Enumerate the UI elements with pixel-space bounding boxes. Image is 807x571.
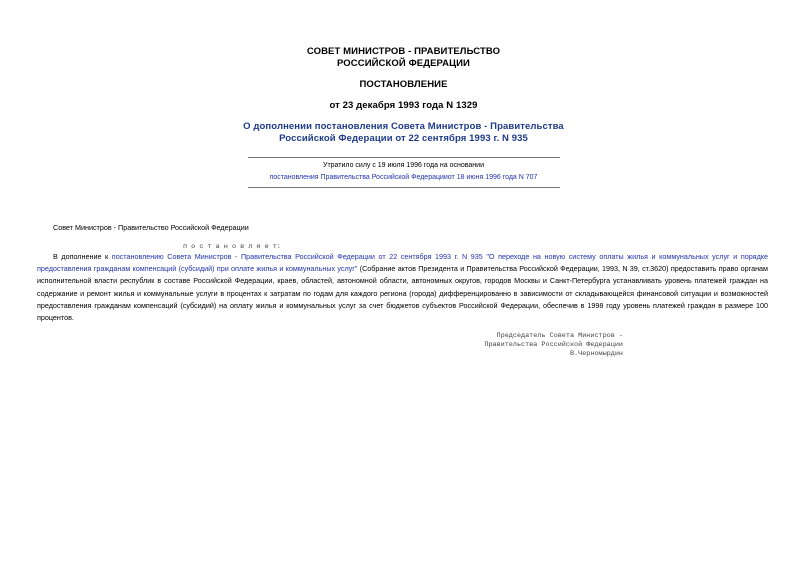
decrees-line: п о с т а н о в л я е т:	[183, 243, 281, 251]
status-link[interactable]: постановления Правительства Российской Федерацииот 18 июня 1996 года N 707	[269, 174, 538, 181]
paragraph-rest: (Собрание актов Президента и Правительства Российской Федерации, 1993, N 39, ст.3620) предоставить право органам исполнительной власти республик в составе Российской Федерации, краев, областей, автономной области, автономных округов, городов Москвы и Санкт-Петербурга устанавливать уровень платежей граждан на содержание и ремонт жилья и коммунальные услуги в процентах к затратам по годам для каждого региона (города) дифференцированно в зависимости от складывающейся финансовой ситуации и возможностей предоставления гражданам компенсаций (субсидий) на оплату жилья и коммунальных услуг за счет бюджетов субъектов Российской Федерации, обеспечив в 1998 году уровень платежей граждан в размере 100 процентов.	[37, 264, 768, 323]
signature-line-3: В.Черномырдин	[569, 350, 623, 358]
document-title-line-1: О дополнении постановления Совета Министров - Правительства	[243, 121, 564, 132]
divider-top	[248, 157, 560, 158]
header-line-2: РОССИЙСКОЙ ФЕДЕРАЦИИ	[336, 58, 470, 69]
document-title-line-2: Российской Федерации от 22 сентября 1993 г. N 935	[279, 133, 528, 144]
document-type: ПОСТАНОВЛЕНИЕ	[359, 79, 448, 90]
referenced-decree-link[interactable]: постановлению Совета Министров - Правительства Российской Федерации от 22 сентября 1993 г. N 935 "О переходе на новую систему оплаты жилья и коммунальных услуг и порядке предоставления гражданам компенсаций (субсидий) при оплате жилья и коммунальных услуг"	[37, 252, 768, 274]
paragraph-prefix: В дополнение к	[53, 252, 112, 261]
date-number: от 23 декабря 1993 года N 1329	[329, 100, 478, 111]
signature-line-2: Правительства Российской Федерации	[484, 341, 623, 349]
signature-line-1: Председатель Совета Министров -	[496, 332, 623, 340]
divider-bottom	[248, 187, 560, 188]
status-text: Утратило силу с 19 июля 1996 года на основании	[323, 162, 484, 169]
main-paragraph	[37, 251, 768, 324]
issuer-line: Совет Министров - Правительство Российской Федерации	[53, 223, 249, 232]
header-line-1: СОВЕТ МИНИСТРОВ - ПРАВИТЕЛЬСТВО	[306, 46, 501, 57]
